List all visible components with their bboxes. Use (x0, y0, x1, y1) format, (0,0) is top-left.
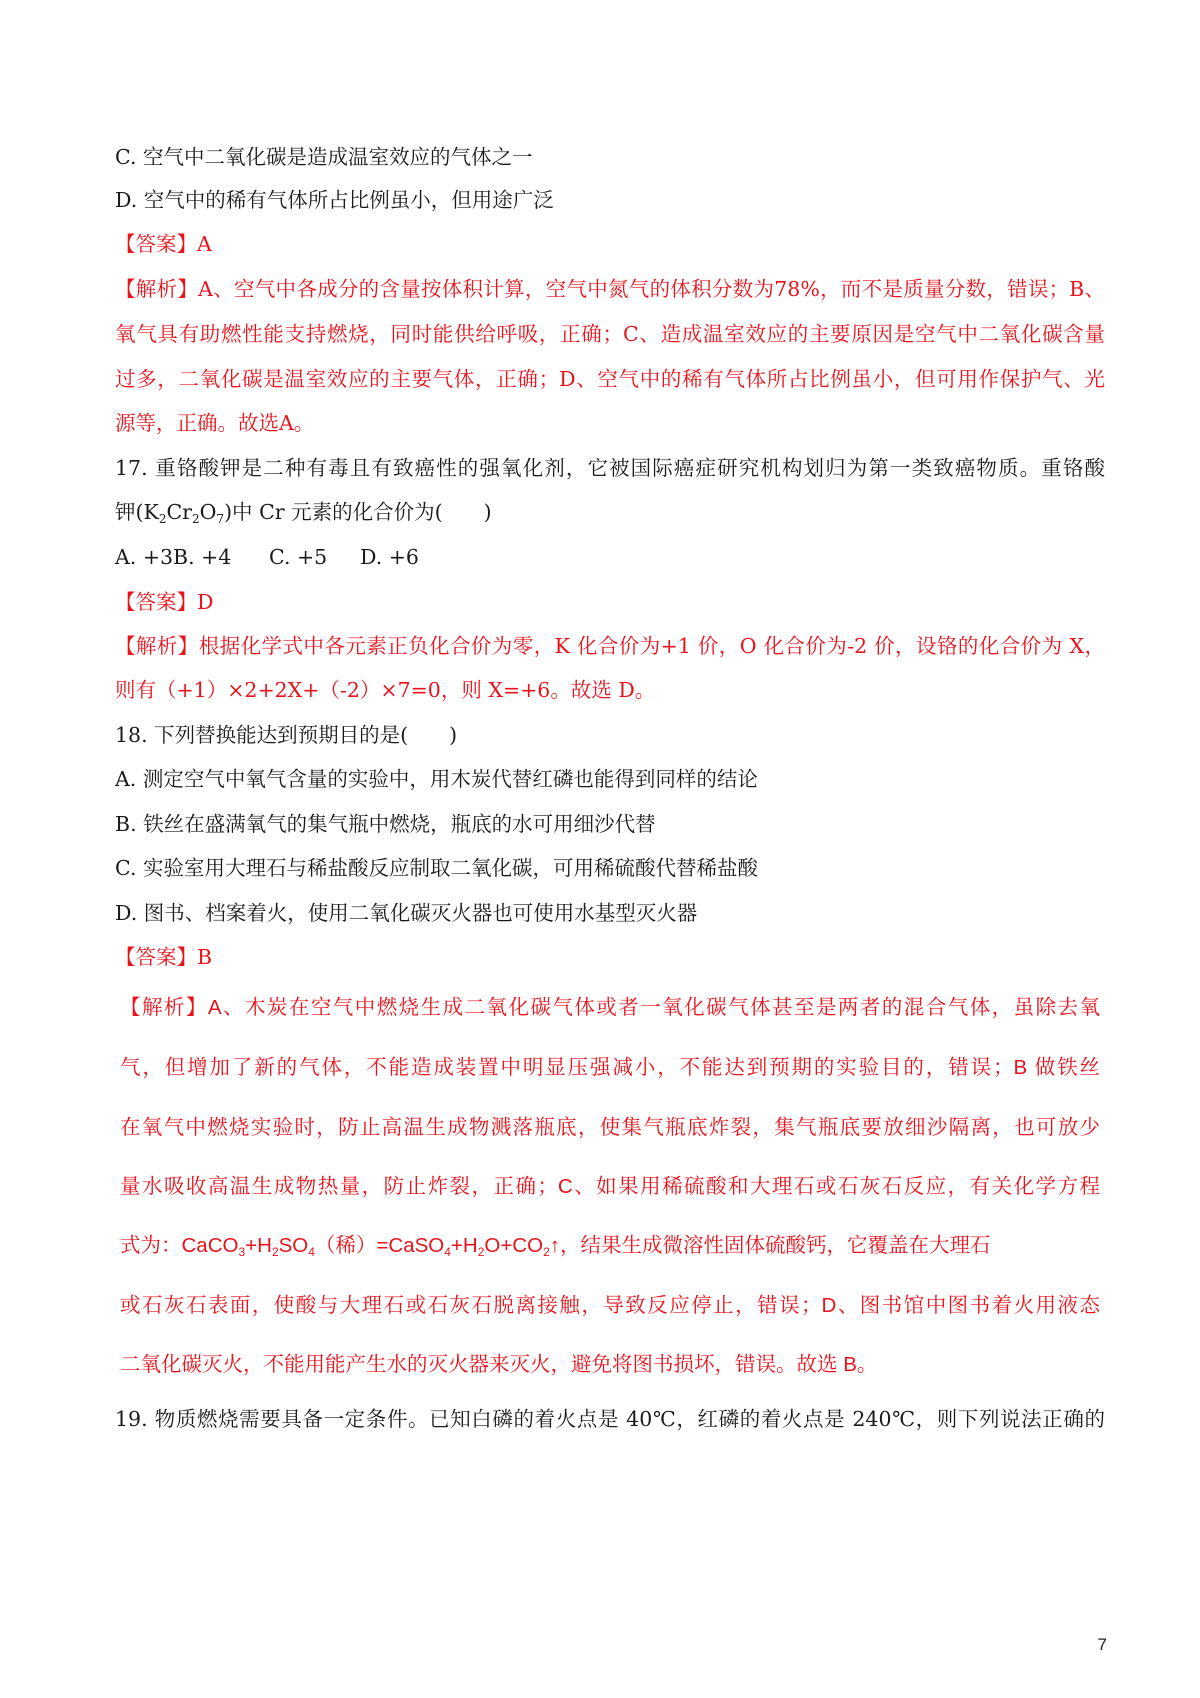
equation-text: +H (450, 1234, 478, 1257)
subscript: 4 (444, 1245, 451, 1259)
q17-stem-line (115, 498, 1105, 533)
equation-text: SO (278, 1234, 309, 1257)
subscript: 2 (158, 512, 167, 526)
q18-analysis-line: 量水吸收高温生成物热量，防止炸裂，正确；C、如果用稀硫酸和大理石或石灰石反应，有关化学方程 (120, 1175, 1100, 1198)
q17-option-c: C. +5 (269, 545, 328, 569)
subscript: 2 (271, 1245, 279, 1259)
q18-analysis-line: 在氧气中燃烧实验时，防止高温生成物溅落瓶底，使集气瓶底炸裂，集气瓶底要放细沙隔离，也可放少 (120, 1116, 1100, 1139)
q17-option-d: D. +6 (360, 545, 419, 569)
q18-option-b: B. 铁丝在盛满氧气的集气瓶中燃烧，瓶底的水可用细沙代替 (115, 812, 656, 836)
q17-option-a: A. +3 (115, 545, 174, 569)
q17-option-b: B. +4 (173, 545, 232, 569)
q17-analysis-line (115, 632, 1105, 660)
q16-option-c: C. 空气中二氧化碳是造成温室效应的气体之一 (115, 145, 533, 169)
q18-option-d: D. 图书、档案着火，使用二氧化碳灭火器也可使用水基型灭火器 (115, 901, 698, 925)
subscript: 4 (308, 1245, 315, 1259)
stem-text: )中 Cr 元素的化合价为( ) (224, 500, 492, 524)
q19-stem-line: 19. 物质燃烧需要具备一定条件。已知白磷的着火点是 40℃，红磷的着火点是 240℃，则下列说法正确的 (115, 1407, 1105, 1431)
answer-label: 【答案】 (115, 945, 197, 969)
q16-analysis-line: 氧气具有助燃性能支持燃烧，同时能供给呼吸，正确；C、造成温室效应的主要原因是空气中二氧化碳含量 (115, 322, 1105, 346)
q16-analysis-line: 源等，正确。故选A。 (115, 411, 315, 435)
q18-analysis-line: 【解析】A、木炭在空气中燃烧生成二氧化碳气体或者一氧化碳气体甚至是两者的混合气体，虽除去氧 (120, 996, 1100, 1019)
page-number: 7 (1097, 1635, 1107, 1654)
q16-analysis-line: 过多，二氧化碳是温室效应的主要气体，正确；D、空气中的稀有气体所占比例虽小，但可用作保护气、光 (115, 367, 1105, 391)
analysis-label: 【解析】 (115, 634, 199, 658)
answer-label: 【答案】 (115, 232, 197, 256)
subscript: 3 (238, 1245, 246, 1259)
q18-analysis-line: 或石灰石表面，使酸与大理石或石灰石脱离接触，导致反应停止，错误；D、图书馆中图书着火用液态 (120, 1294, 1100, 1317)
subscript: 7 (216, 512, 225, 526)
q18-analysis-line: 气，但增加了新的气体，不能造成装置中明显压强减小，不能达到预期的实验目的，错误；B 做铁丝 (120, 1056, 1100, 1079)
q16-analysis-line (115, 275, 1105, 303)
q16-answer (115, 230, 1105, 258)
equation-text: （稀）=CaSO (314, 1234, 445, 1257)
stem-text: 钾(K (115, 500, 159, 524)
q16-option-d: D. 空气中的稀有气体所占比例虽小，但用途广泛 (115, 188, 554, 212)
subscript: 2 (543, 1245, 550, 1259)
answer-value: A (197, 232, 212, 256)
q17-analysis-line: 则有（+1）×2+2X+（-2）×7=0，则 X=+6。故选 D。 (115, 678, 656, 702)
answer-value: B (197, 945, 213, 969)
stem-text: Cr (166, 500, 192, 524)
q18-analysis-line: 二氧化碳灭火，不能用能产生水的灭火器来灭火，避免将图书损坏，错误。故选 B。 (120, 1353, 878, 1376)
analysis-text: A、空气中各成分的含量按体积计算，空气中氮气的体积分数为78%，而不是质量分数，错误；B、 (198, 277, 1106, 301)
equation-text: 式为：CaCO (120, 1234, 239, 1257)
q18-analysis-equation-line (120, 1232, 1100, 1266)
subscript: 2 (477, 1245, 485, 1259)
q18-option-a: A. 测定空气中氧气含量的实验中，用木炭代替红磷也能得到同样的结论 (115, 767, 758, 791)
equation-text: O+CO (484, 1234, 544, 1257)
q17-answer (115, 588, 1105, 616)
answer-value: D (197, 590, 214, 614)
analysis-label: 【解析】 (115, 277, 199, 301)
answer-label: 【答案】 (115, 590, 197, 614)
q18-option-c: C. 实验室用大理石与稀盐酸反应制取二氧化碳，可用稀硫酸代替稀盐酸 (115, 856, 758, 880)
q18-answer (115, 943, 1105, 971)
equation-text: +H (245, 1234, 272, 1257)
q18-stem: 18. 下列替换能达到预期目的是( ) (115, 723, 458, 747)
q17-stem-line: 17. 重铬酸钾是二种有毒且有致癌性的强氧化剂，它被国际癌症研究机构划归为第一类致癌物质。重铬酸 (115, 456, 1105, 480)
stem-text: O (199, 500, 217, 524)
equation-text: ↑，结果生成微溶性固体硫酸钙，它覆盖在大理石 (549, 1234, 991, 1257)
analysis-text: 根据化学式中各元素正负化合价为零，K 化合价为+1 价，O 化合价为-2 价，设铬的化合价为 X， (198, 634, 1106, 658)
q17-options (115, 543, 1105, 571)
subscript: 2 (191, 512, 200, 526)
